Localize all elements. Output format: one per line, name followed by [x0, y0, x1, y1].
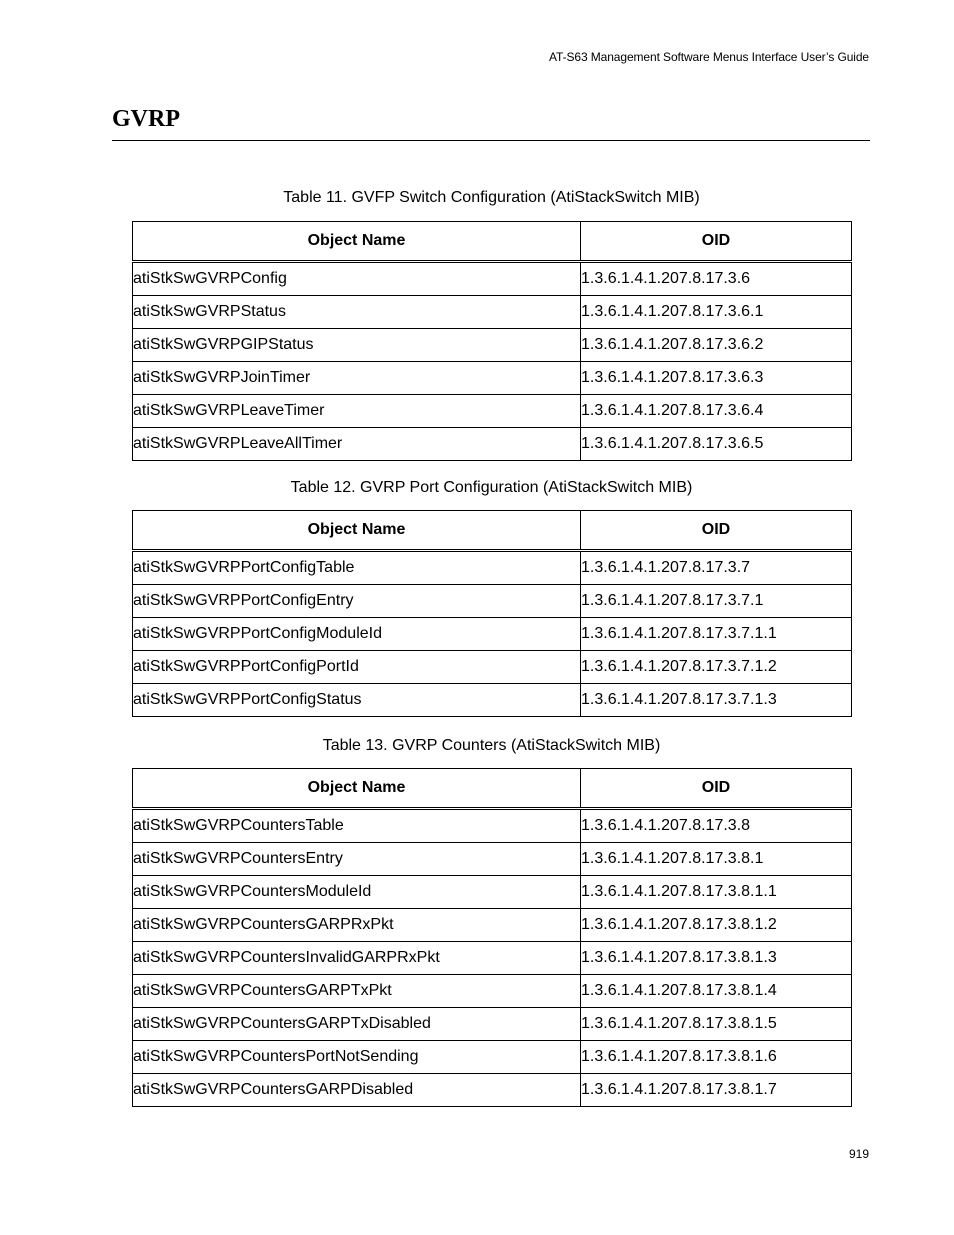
table-row — [133, 651, 852, 684]
object-name-cell: atiStkSwGVRPCountersModuleId — [133, 876, 581, 909]
object-name-cell: atiStkSwGVRPPortConfigPortId — [133, 651, 581, 684]
object-name-cell: atiStkSwGVRPStatus — [133, 296, 581, 329]
table-row — [133, 262, 852, 296]
table-row — [133, 296, 852, 329]
oid-cell: 1.3.6.1.4.1.207.8.17.3.6.4 — [581, 395, 852, 428]
title-rule — [112, 140, 870, 141]
table-row — [133, 809, 852, 843]
table-header-row — [133, 222, 852, 262]
object-name-cell: atiStkSwGVRPCountersGARPTxPkt — [133, 975, 581, 1008]
table-row — [133, 362, 852, 395]
column-header-oid: OID — [581, 769, 852, 809]
oid-cell: 1.3.6.1.4.1.207.8.17.3.7.1.2 — [581, 651, 852, 684]
table-row — [133, 909, 852, 942]
table-row — [133, 843, 852, 876]
object-name-cell: atiStkSwGVRPPortConfigEntry — [133, 585, 581, 618]
page-number: 919 — [848, 1147, 869, 1161]
table-row — [133, 684, 852, 717]
table-row — [133, 942, 852, 975]
table-row — [133, 1041, 852, 1074]
object-name-cell: atiStkSwGVRPCountersInvalidGARPRxPkt — [133, 942, 581, 975]
column-header-object-name: Object Name — [133, 769, 581, 809]
column-header-object-name: Object Name — [133, 222, 581, 262]
oid-cell: 1.3.6.1.4.1.207.8.17.3.8.1.1 — [581, 876, 852, 909]
object-name-cell: atiStkSwGVRPCountersGARPDisabled — [133, 1074, 581, 1107]
running-header: AT-S63 Management Software Menus Interface User’s Guide — [549, 50, 869, 64]
object-name-cell: atiStkSwGVRPPortConfigStatus — [133, 684, 581, 717]
table-header-row — [133, 511, 852, 551]
table-row — [133, 551, 852, 585]
object-name-cell: atiStkSwGVRPCountersEntry — [133, 843, 581, 876]
table-13 — [132, 768, 852, 1107]
oid-cell: 1.3.6.1.4.1.207.8.17.3.8.1.2 — [581, 909, 852, 942]
object-name-cell: atiStkSwGVRPCountersGARPRxPkt — [133, 909, 581, 942]
oid-cell: 1.3.6.1.4.1.207.8.17.3.7.1 — [581, 585, 852, 618]
object-name-cell: atiStkSwGVRPCountersPortNotSending — [133, 1041, 581, 1074]
table-header-row — [133, 769, 852, 809]
table-row — [133, 618, 852, 651]
object-name-cell: atiStkSwGVRPJoinTimer — [133, 362, 581, 395]
oid-cell: 1.3.6.1.4.1.207.8.17.3.8.1.4 — [581, 975, 852, 1008]
oid-cell: 1.3.6.1.4.1.207.8.17.3.6.5 — [581, 428, 852, 461]
table-row — [133, 1074, 852, 1107]
table-11-caption: Table 11. GVFP Switch Configuration (AtiStackSwitch MIB) — [283, 189, 700, 206]
table-row — [133, 876, 852, 909]
oid-cell: 1.3.6.1.4.1.207.8.17.3.6.1 — [581, 296, 852, 329]
column-header-object-name: Object Name — [133, 511, 581, 551]
object-name-cell: atiStkSwGVRPPortConfigTable — [133, 551, 581, 585]
oid-cell: 1.3.6.1.4.1.207.8.17.3.7.1.1 — [581, 618, 852, 651]
object-name-cell: atiStkSwGVRPGIPStatus — [133, 329, 581, 362]
oid-cell: 1.3.6.1.4.1.207.8.17.3.6.2 — [581, 329, 852, 362]
section-title: GVRP — [112, 106, 180, 132]
table-row — [133, 329, 852, 362]
table-row — [133, 585, 852, 618]
table-row — [133, 428, 852, 461]
table-11 — [132, 221, 852, 461]
oid-cell: 1.3.6.1.4.1.207.8.17.3.6 — [581, 262, 852, 296]
oid-cell: 1.3.6.1.4.1.207.8.17.3.7.1.3 — [581, 684, 852, 717]
table-row — [133, 1008, 852, 1041]
oid-cell: 1.3.6.1.4.1.207.8.17.3.8.1.5 — [581, 1008, 852, 1041]
table-12 — [132, 510, 852, 717]
table-row — [133, 975, 852, 1008]
oid-cell: 1.3.6.1.4.1.207.8.17.3.8.1.3 — [581, 942, 852, 975]
oid-cell: 1.3.6.1.4.1.207.8.17.3.8.1 — [581, 843, 852, 876]
object-name-cell: atiStkSwGVRPCountersGARPTxDisabled — [133, 1008, 581, 1041]
object-name-cell: atiStkSwGVRPPortConfigModuleId — [133, 618, 581, 651]
oid-cell: 1.3.6.1.4.1.207.8.17.3.8.1.7 — [581, 1074, 852, 1107]
oid-cell: 1.3.6.1.4.1.207.8.17.3.8.1.6 — [581, 1041, 852, 1074]
oid-cell: 1.3.6.1.4.1.207.8.17.3.8 — [581, 809, 852, 843]
oid-cell: 1.3.6.1.4.1.207.8.17.3.7 — [581, 551, 852, 585]
table-13-caption: Table 13. GVRP Counters (AtiStackSwitch MIB) — [322, 737, 661, 754]
column-header-oid: OID — [581, 222, 852, 262]
object-name-cell: atiStkSwGVRPLeaveAllTimer — [133, 428, 581, 461]
object-name-cell: atiStkSwGVRPLeaveTimer — [133, 395, 581, 428]
oid-cell: 1.3.6.1.4.1.207.8.17.3.6.3 — [581, 362, 852, 395]
object-name-cell: atiStkSwGVRPConfig — [133, 262, 581, 296]
table-row — [133, 395, 852, 428]
table-12-caption: Table 12. GVRP Port Configuration (AtiStackSwitch MIB) — [290, 479, 693, 496]
object-name-cell: atiStkSwGVRPCountersTable — [133, 809, 581, 843]
column-header-oid: OID — [581, 511, 852, 551]
